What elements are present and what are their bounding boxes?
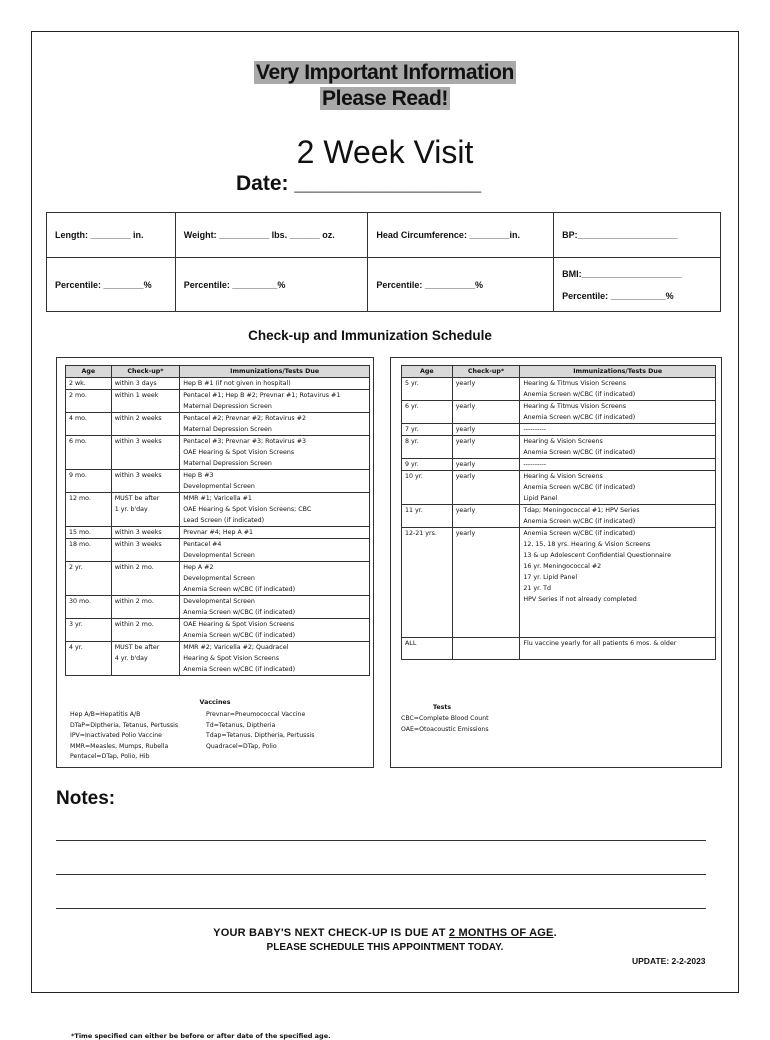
vaccine-abbrev: MMR=Measles, Mumps, Rubella (70, 742, 169, 750)
immunizations-cell-line: Flu vaccine yearly for all patients 6 mos. & older (523, 640, 677, 647)
checkup-cell-line: yearly (455, 403, 476, 410)
immunizations-cell-line: Hearing & Vision Screens (523, 438, 603, 445)
notes-line (56, 874, 706, 875)
checkup-cell-line: yearly (455, 507, 476, 514)
schedule-table-right (401, 365, 716, 660)
immunizations-cell (520, 424, 716, 436)
age-cell-line: 2 mo. (69, 392, 87, 399)
immunizations-cell-line: Lipid Panel (523, 495, 558, 502)
immunizations-cell-line: 12, 15, 18 yrs. Hearing & Vision Screens (523, 541, 651, 548)
immunizations-cell-line: Anemia Screen w/CBC (if indicated) (183, 609, 296, 616)
schedule-row (66, 470, 370, 493)
immunizations-cell (520, 528, 716, 638)
schedule-row (66, 493, 370, 527)
immunizations-cell-line: Developmental Screen (183, 483, 255, 490)
schedule-row (402, 528, 716, 638)
schedule-row (66, 413, 370, 436)
checkup-cell-line: within 2 mo. (114, 598, 154, 605)
age-header: Age (66, 366, 112, 378)
age-cell-line: 5 yr. (405, 380, 419, 387)
immunizations-cell-line: Hearing & Titmus Vision Screens (523, 403, 627, 410)
immunizations-cell (180, 413, 370, 436)
age-cell (66, 619, 112, 642)
immunizations-cell-line: 13 & up Adolescent Confidential Questionnaire (523, 552, 671, 559)
checkup-cell (111, 390, 180, 413)
checkup-cell (452, 638, 520, 660)
immunizations-cell (180, 619, 370, 642)
weight-percentile-field: Percentile: _________% (175, 258, 368, 312)
checkup-cell (452, 401, 520, 424)
immunizations-header: Immunizations/Tests Due (180, 366, 370, 378)
schedule-row (66, 436, 370, 470)
footnote: *Time specified can either be before or after date of the specified age. (71, 1032, 331, 1040)
age-cell-line: 2 wk. (69, 380, 86, 387)
immunizations-cell-line: Anemia Screen w/CBC (if indicated) (523, 518, 636, 525)
age-cell-line: 11 yr. (405, 507, 423, 514)
immunizations-cell (180, 562, 370, 596)
immunizations-cell-line: Maternal Depression Screen (183, 403, 272, 410)
immunizations-cell-line: Pentacel #1; Hep B #2; Prevnar #1; Rotavirus #1 (183, 392, 341, 399)
schedule-row (402, 459, 716, 471)
age-cell-line: 7 yr. (405, 426, 419, 433)
checkup-cell-line: within 2 weeks (114, 415, 162, 422)
notes-line (56, 908, 706, 909)
schedule-row (402, 436, 716, 459)
schedule-row (66, 378, 370, 390)
immunizations-cell (520, 459, 716, 471)
checkup-cell-line: MUST be after (114, 644, 160, 651)
immunizations-cell-line: ---------- (523, 461, 547, 468)
checkup-cell (452, 378, 520, 401)
age-cell (402, 505, 453, 528)
immunizations-cell-line: Developmental Screen (183, 598, 255, 605)
schedule-row (66, 527, 370, 539)
immunizations-cell-line: 21 yr. Td (523, 585, 551, 592)
immunizations-cell-line: Anemia Screen w/CBC (if indicated) (523, 391, 636, 398)
bmi-cell (554, 258, 721, 312)
checkup-cell (111, 436, 180, 470)
immunizations-cell-line: Pentacel #2; Prevnar #2; Rotavirus #2 (183, 415, 306, 422)
age-cell (66, 493, 112, 527)
immunizations-cell-line: Anemia Screen w/CBC (if indicated) (523, 414, 636, 421)
immunizations-cell-line: Developmental Screen (183, 552, 255, 559)
immunizations-cell-line: Maternal Depression Screen (183, 460, 272, 467)
head-percentile-field: Percentile: __________% (368, 258, 554, 312)
age-cell (402, 401, 453, 424)
immunizations-cell (180, 539, 370, 562)
schedule-row (66, 642, 370, 676)
age-cell (66, 470, 112, 493)
checkup-cell-line: within 3 weeks (114, 438, 162, 445)
immunizations-cell-line: Anemia Screen w/CBC (if indicated) (523, 484, 636, 491)
checkup-cell-line: yearly (455, 426, 476, 433)
immunizations-cell (520, 505, 716, 528)
checkup-cell (111, 562, 180, 596)
age-cell (402, 528, 453, 638)
age-cell (66, 642, 112, 676)
important-banner: Very Important Information (256, 61, 514, 84)
measurements-table (46, 212, 721, 312)
immunizations-cell (520, 436, 716, 459)
schedule-row (402, 638, 716, 660)
immunizations-cell-line: Maternal Depression Screen (183, 426, 272, 433)
vaccine-abbrev: Prevnar=Pneumococcal Vaccine (206, 711, 306, 718)
immunizations-cell-line: Hep A #2 (183, 564, 214, 571)
checkup-cell (452, 436, 520, 459)
immunizations-cell-line: Anemia Screen w/CBC (if indicated) (523, 530, 636, 537)
immunizations-cell-line: Hearing & Titmus Vision Screens (523, 380, 627, 387)
immunizations-cell (180, 527, 370, 539)
schedule-row (402, 401, 716, 424)
schedule-row (402, 471, 716, 505)
checkup-cell-line: within 1 week (114, 392, 159, 399)
checkup-cell (452, 471, 520, 505)
age-cell (66, 390, 112, 413)
immunizations-cell-line: OAE Hearing & Spot Vision Screens; CBC (183, 506, 312, 513)
schedule-reminder: PLEASE SCHEDULE THIS APPOINTMENT TODAY. (266, 942, 504, 953)
checkup-cell (111, 413, 180, 436)
immunizations-cell (180, 470, 370, 493)
immunizations-cell-line: Anemia Screen w/CBC (if indicated) (183, 666, 296, 673)
vaccines-list-2 (206, 710, 315, 752)
schedule-row (402, 505, 716, 528)
immunizations-cell (520, 378, 716, 401)
checkup-cell (111, 619, 180, 642)
schedule-table-left (65, 365, 370, 676)
age-cell-line: ALL (405, 640, 417, 647)
schedule-row (402, 378, 716, 401)
schedule-row (66, 539, 370, 562)
vaccines-title: Vaccines (199, 699, 231, 706)
bmi-percentile-field: Percentile: ___________% (562, 290, 674, 301)
immunizations-cell-line: Lead Screen (if indicated) (183, 517, 265, 524)
age-cell (402, 436, 453, 459)
immunizations-cell-line: Developmental Screen (183, 575, 255, 582)
age-cell (66, 596, 112, 619)
age-cell (66, 527, 112, 539)
vaccine-abbrev: DTaP=Diptheria, Tetanus, Pertussis (70, 721, 179, 729)
age-cell (66, 413, 112, 436)
age-cell-line: 9 yr. (405, 461, 419, 468)
head-circumference-field: Head Circumference: ________in. (368, 213, 554, 258)
update-date: UPDATE: 2-2-2023 (632, 956, 706, 966)
immunizations-cell (520, 471, 716, 505)
immunizations-cell (180, 596, 370, 619)
immunizations-cell-line: Pentacel #3; Prevnar #3; Rotavirus #3 (183, 438, 306, 445)
schedule-row (402, 424, 716, 436)
immunizations-cell-line: Prevnar #4; Hep A #1 (183, 529, 254, 536)
date-field: Date: ________________ (236, 172, 482, 195)
immunizations-cell-line: Hep B #1 (if not given in hospital) (183, 380, 291, 387)
immunizations-cell-line: ---------- (523, 426, 547, 433)
vaccine-abbrev: Pentacel=DTap, Polio, Hib (70, 753, 150, 760)
length-percentile-field: Percentile: ________% (47, 258, 176, 312)
checkup-cell-line: yearly (455, 380, 476, 387)
checkup-cell (452, 505, 520, 528)
immunizations-cell-line: Hearing & Vision Screens (523, 473, 603, 480)
immunizations-cell (180, 436, 370, 470)
checkup-cell-line: MUST be after (114, 495, 160, 502)
age-cell (66, 378, 112, 390)
immunizations-cell (180, 642, 370, 676)
immunizations-header: Immunizations/Tests Due (520, 366, 716, 378)
immunizations-cell-line: Anemia Screen w/CBC (if indicated) (183, 586, 296, 593)
immunizations-cell (520, 401, 716, 424)
age-cell-line: 3 yr. (69, 621, 83, 628)
immunizations-cell-line: Pentacel #4 (183, 541, 222, 548)
checkup-cell (452, 528, 520, 638)
test-abbrev: OAE=Otoacoustic Emissions (401, 725, 489, 733)
checkup-cell-line: yearly (455, 530, 476, 537)
age-cell-line: 4 yr. (69, 644, 83, 651)
age-cell-line: 2 yr. (69, 564, 83, 571)
vaccine-abbrev: Quadracel=DTap, Polio (206, 742, 277, 750)
immunizations-cell-line: Tdap; Meningococcal #1; HPV Series (523, 507, 640, 514)
immunizations-cell (520, 638, 716, 660)
vaccine-abbrev: IPV=Inactivated Polio Vaccine (70, 732, 162, 739)
age-cell-line: 30 mo. (69, 598, 91, 605)
age-cell-line: 15 mo. (69, 529, 91, 536)
age-cell-line: 9 mo. (69, 472, 87, 479)
checkup-cell-line: within 2 mo. (114, 621, 154, 628)
immunizations-cell-line: OAE Hearing & Spot Vision Screens (183, 449, 295, 456)
tests-title: Tests (432, 704, 452, 711)
checkup-cell (111, 527, 180, 539)
vaccine-abbrev: Td=Tetanus, Diptheria (206, 721, 276, 729)
test-abbrev: CBC=Complete Blood Count (401, 715, 489, 722)
checkup-cell-line: yearly (455, 461, 476, 468)
schedule-row (66, 390, 370, 413)
read-banner: Please Read! (322, 87, 448, 110)
immunizations-cell-line: MMR #2; Varicella #2; Quadracel (183, 644, 289, 651)
checkup-cell-line: within 2 mo. (114, 564, 154, 571)
schedule-title: Check-up and Immunization Schedule (248, 328, 492, 343)
vaccine-abbrev: Tdap=Tetanus, Diptheria, Pertussis (206, 732, 315, 739)
age-cell-line: 12-21 yrs. (405, 530, 437, 537)
checkup-cell (111, 596, 180, 619)
immunizations-cell-line: 17 yr. Lipid Panel (523, 574, 578, 581)
weight-field: Weight: __________ lbs. ______ oz. (175, 213, 368, 258)
visit-title: 2 Week Visit (296, 134, 474, 170)
checkup-header: Check-up* (452, 366, 520, 378)
checkup-cell (111, 642, 180, 676)
checkup-cell (111, 493, 180, 527)
age-cell-line: 12 mo. (69, 495, 91, 502)
length-field: Length: ________ in. (47, 213, 176, 258)
checkup-cell (452, 424, 520, 436)
age-cell (402, 378, 453, 401)
immunizations-cell (180, 378, 370, 390)
immunizations-cell-line: Hearing & Spot Vision Screens (183, 655, 280, 662)
age-cell-line: 18 mo. (69, 541, 91, 548)
checkup-cell (111, 539, 180, 562)
age-cell-line: 4 mo. (69, 415, 87, 422)
immunizations-cell-line: MMR #1; Varicella #1 (183, 495, 252, 502)
notes-label: Notes: (56, 788, 116, 809)
age-cell-line: 6 mo. (69, 438, 87, 445)
age-cell (402, 424, 453, 436)
immunizations-cell (180, 493, 370, 527)
immunizations-cell-line: OAE Hearing & Spot Vision Screens (183, 621, 295, 628)
checkup-cell (111, 378, 180, 390)
checkup-cell-line: within 3 days (114, 380, 157, 387)
notes-line (56, 840, 706, 841)
age-cell (402, 638, 453, 660)
immunizations-cell-line: HPV Series if not already completed (523, 596, 637, 603)
next-checkup-age: 2 MONTHS OF AGE (448, 927, 554, 939)
checkup-cell-line: within 3 weeks (114, 541, 162, 548)
age-cell (66, 436, 112, 470)
bp-field: BP:____________________ (554, 213, 721, 258)
tests-list (401, 714, 489, 735)
immunizations-cell-line: 16 yr. Meningococcal #2 (523, 563, 602, 570)
age-cell-line: 8 yr. (405, 438, 419, 445)
age-cell (66, 562, 112, 596)
age-header: Age (402, 366, 453, 378)
vaccines-list-1 (70, 710, 178, 763)
age-cell (402, 459, 453, 471)
checkup-cell-line: 4 yr. b'day (114, 655, 148, 662)
schedule-header-row (66, 366, 370, 378)
schedule-header-row (402, 366, 716, 378)
age-cell (66, 539, 112, 562)
checkup-cell-line: within 3 weeks (114, 529, 162, 536)
checkup-cell-line: 1 yr. b'day (114, 506, 148, 513)
immunizations-cell-line: Hep B #3 (183, 472, 214, 479)
checkup-cell-line: yearly (455, 438, 476, 445)
immunizations-cell-line: Anemia Screen w/CBC (if indicated) (183, 632, 296, 639)
checkup-cell (452, 459, 520, 471)
checkup-cell-line: yearly (455, 473, 476, 480)
age-cell (402, 471, 453, 505)
vaccine-abbrev: Hep A/B=Hepatitis A/B (70, 711, 141, 718)
bmi-field: BMI:____________________ (562, 268, 682, 279)
next-checkup-notice: YOUR BABY'S NEXT CHECK-UP IS DUE AT 2 MONTHS OF AGE. (213, 927, 557, 939)
age-cell-line: 10 yr. (405, 473, 423, 480)
checkup-header: Check-up* (111, 366, 180, 378)
immunizations-cell (180, 390, 370, 413)
age-cell-line: 6 yr. (405, 403, 419, 410)
checkup-cell (111, 470, 180, 493)
schedule-row (66, 562, 370, 596)
checkup-cell-line: within 3 weeks (114, 472, 162, 479)
schedule-row (66, 596, 370, 619)
schedule-row (66, 619, 370, 642)
immunizations-cell-line: Anemia Screen w/CBC (if indicated) (523, 449, 636, 456)
